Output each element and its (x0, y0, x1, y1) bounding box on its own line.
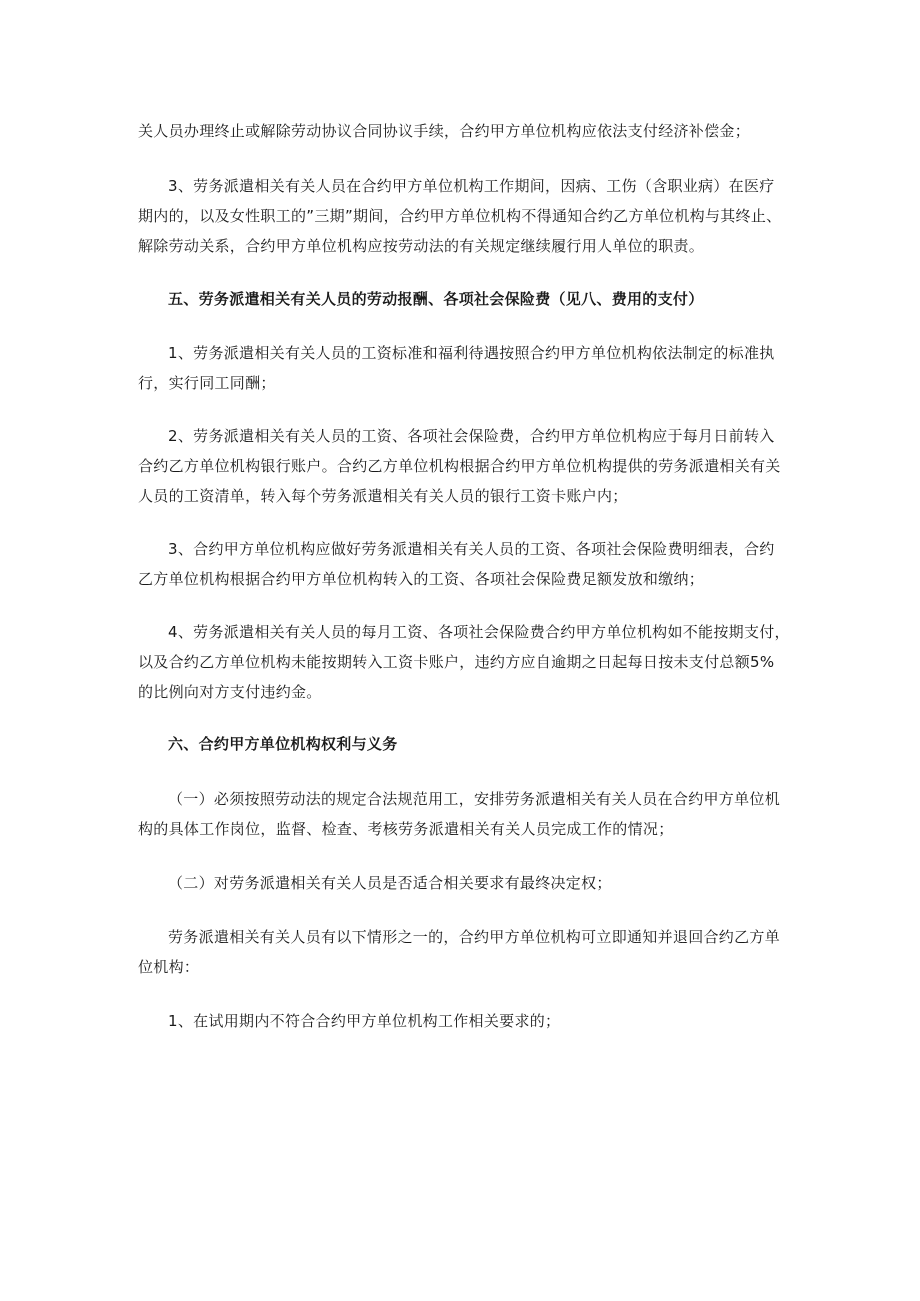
section-heading-5 (138, 284, 798, 314)
paragraph-obligation-1 (138, 784, 798, 844)
paragraph-obligation-2 (138, 868, 798, 898)
text-line: 解除劳动关系，合约甲方单位机构应按劳动法的有关规定继续履行用人单位的职责。 (138, 237, 705, 255)
text-line: 关人员办理终止或解除劳动协议合同协议手续，合约甲方单位机构应依法支付经济补偿金； (138, 122, 751, 140)
text-line: 合约乙方单位机构银行账户。合约乙方单位机构根据合约甲方单位机构提供的劳务派遣相关有关 (138, 457, 781, 475)
paragraph-item-4-penalty (138, 617, 798, 707)
text-line: 行，实行同工同酬； (138, 374, 276, 392)
text-line: 劳务派遣相关有关人员有以下情形之一的，合约甲方单位机构可立即通知并退回合约乙方单 (168, 928, 781, 946)
text-line: 构的具体工作岗位，监督、检查、考核劳务派遣相关有关人员完成工作的情况； (138, 820, 674, 838)
text-line: 3、劳务派遣相关有关人员在合约甲方单位机构工作期间，因病、工伤（含职业病）在医疗 (168, 177, 775, 195)
text-line: 期内的，以及女性职工的”三期”期间，合约甲方单位机构不得通知合约乙方单位机构与其终止、 (138, 207, 782, 225)
paragraph-return-conditions (138, 922, 798, 982)
text-line: 4、劳务派遣相关有关人员的每月工资、各项社会保险费合约甲方单位机构如不能按期支付， (168, 623, 790, 641)
text-line: 1、劳务派遣相关有关人员的工资标准和福利待遇按照合约甲方单位机构依法制定的标准执 (168, 344, 775, 362)
text-line: 位机构： (138, 958, 200, 976)
text-line: 的比例向对方支付违约金。 (138, 683, 322, 701)
paragraph-item-2-payment (138, 421, 798, 511)
paragraph-item-1-wages (138, 338, 798, 398)
text-line: 乙方单位机构根据合约甲方单位机构转入的工资、各项社会保险费足额发放和缴纳； (138, 570, 705, 588)
paragraph-item-3-statement (138, 534, 798, 594)
heading-text: 六、合约甲方单位机构权利与义务 (168, 735, 398, 753)
text-line: 3、合约甲方单位机构应做好劳务派遣相关有关人员的工资、各项社会保险费明细表，合约 (168, 540, 775, 558)
heading-text: 五、劳务派遣相关有关人员的劳动报酬、各项社会保险费（见八、费用的支付） (168, 290, 704, 308)
paragraph-item-3-illness-injury (138, 171, 798, 261)
text-line: 1、在试用期内不符合合约甲方单位机构工作相关要求的； (168, 1012, 561, 1030)
paragraph-compensation-continuation (138, 116, 798, 146)
section-heading-6 (138, 729, 798, 759)
text-line: （二）对劳务派遣相关有关人员是否适合相关要求有最终决定权； (168, 874, 612, 892)
text-line: （一）必须按照劳动法的规定合法规范用工，安排劳务派遣相关有关人员在合约甲方单位机 (168, 790, 781, 808)
paragraph-condition-1 (138, 1006, 798, 1036)
text-line: 以及合约乙方单位机构未能按期转入工资卡账户，违约方应自逾期之日起每日按未支付总额5% (138, 653, 775, 671)
text-line: 人员的工资清单，转入每个劳务派遣相关有关人员的银行工资卡账户内； (138, 487, 628, 505)
text-line: 2、劳务派遣相关有关人员的工资、各项社会保险费，合约甲方单位机构应于每月日前转入 (168, 427, 775, 445)
